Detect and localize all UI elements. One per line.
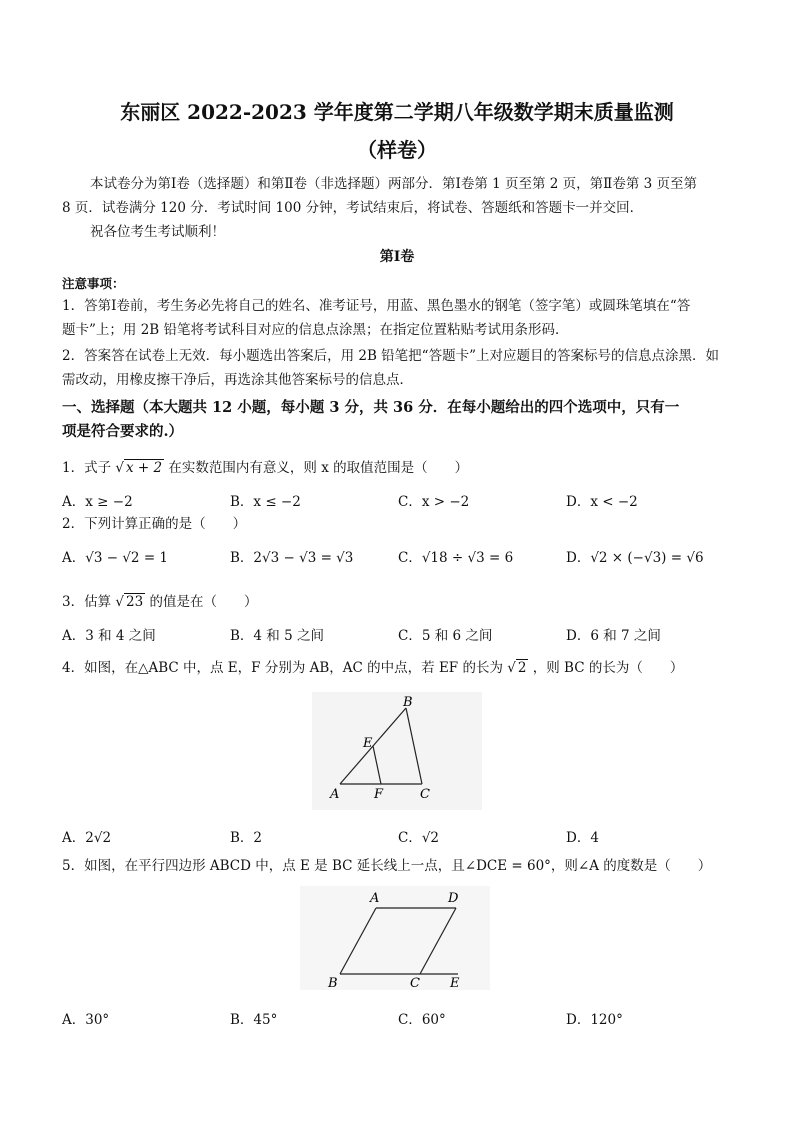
- q1-sqrt: √ x + 2: [115, 460, 163, 476]
- label-d: D: [448, 891, 459, 906]
- q5-option-b: B．45°: [230, 1012, 278, 1028]
- q4-triangle-figure: [312, 692, 482, 810]
- q1-option-c: C．x > −2: [398, 494, 470, 510]
- q1-option-b: B．x ≤ −2: [230, 494, 301, 510]
- q4-option-a: A．2√2: [62, 830, 112, 846]
- q3-option-d: D．6 和 7 之间: [566, 628, 661, 644]
- label-a: A: [330, 787, 340, 802]
- label-e: E: [363, 736, 373, 751]
- q5-option-d: D．120°: [566, 1012, 623, 1028]
- label-a: A: [370, 891, 380, 906]
- label-e: E: [450, 976, 460, 990]
- q3-prefix: 3．估算: [62, 594, 112, 610]
- q3-radicand: 23: [126, 594, 144, 610]
- q1-radicand: x + 2: [126, 460, 163, 476]
- q3-option-b: B．4 和 5 之间: [230, 628, 324, 644]
- q4-option-c: C．√2: [398, 830, 440, 846]
- q3-suffix: 的值是在（ ）: [149, 594, 258, 610]
- q1-prefix: 1．式子: [62, 460, 112, 476]
- label-c: C: [420, 787, 430, 802]
- exam-subtitle: （样卷）: [357, 138, 437, 162]
- intro-line-2: 8 页．试卷满分 120 分．考试时间 100 分钟，考试结束后，将试卷、答题纸和答题卡一并交回．: [62, 200, 644, 216]
- label-b: B: [403, 695, 413, 710]
- note-2-line-2: 需改动，用橡皮擦干净后，再选涂其他答案标号的信息点．: [62, 372, 413, 388]
- q2-option-a: A．√3 − √2 = 1: [62, 550, 169, 566]
- q4-sqrt: √ 2: [507, 660, 527, 676]
- q5-parallelogram-figure: [300, 886, 490, 990]
- notes-heading: 注意事项：: [62, 276, 125, 291]
- q1-option-d: D．x < −2: [566, 494, 638, 510]
- q2-option-c: C．√18 ÷ √3 = 6: [398, 550, 514, 566]
- intro-line-3: 祝各位考生考试顺利！: [90, 224, 225, 240]
- q1-option-a: A．x ≥ −2: [62, 494, 133, 510]
- exam-title: 东丽区 2022-2023 学年度第二学期八年级数学期末质量监测: [120, 100, 674, 124]
- q4-option-b: B．2: [230, 830, 263, 846]
- part1-heading-line-1: 一、选择题（本大题共 12 小题，每小题 3 分，共 36 分．在每小题给出的四个选项中，只有一: [62, 399, 680, 416]
- note-1-line-1: 1．答第Ⅰ卷前，考生务必先将自己的姓名、准考证号，用蓝、黑色墨水的钢笔（签字笔）或圆珠笔填在“答: [62, 298, 691, 314]
- section-title: 第Ⅰ卷: [379, 249, 415, 265]
- q5-option-c: C．60°: [398, 1012, 446, 1028]
- q1-suffix: 在实数范围内有意义，则 x 的取值范围是（ ）: [168, 460, 469, 476]
- question-4-stem: [62, 658, 683, 678]
- question-2-stem: 2．下列计算正确的是（ ）: [62, 516, 247, 532]
- note-2-line-1: 2．答案答在试卷上无效．每小题选出答案后，用 2B 铅笔把“答题卡”上对应题目的答案标号的信息点涂黑．如: [62, 348, 719, 364]
- intro-line-1: 本试卷分为第Ⅰ卷（选择题）和第Ⅱ卷（非选择题）两部分．第Ⅰ卷第 1 页至第 2 页，第Ⅱ卷第 3 页至第: [90, 176, 698, 192]
- q4-stem-a: 4．如图，在△ABC 中，点 E，F 分别为 AB，AC 的中点，若 EF 的长为: [62, 660, 503, 676]
- q2-option-b: B．2√3 − √3 = √3: [230, 550, 354, 566]
- question-1-stem: [62, 458, 468, 478]
- q4-option-d: D．4: [566, 830, 599, 846]
- q4-stem-b: ，则 BC 的长为（ ）: [532, 660, 684, 676]
- q4-radicand: 2: [517, 660, 527, 676]
- label-c: C: [410, 976, 420, 990]
- q3-option-a: A．3 和 4 之间: [62, 628, 156, 644]
- question-5-stem: 5．如图，在平行四边形 ABCD 中，点 E 是 BC 延长线上一点，且∠DCE = 60°，则∠A 的度数是（ ）: [62, 858, 712, 874]
- note-1-line-2: 题卡”上；用 2B 铅笔将考试科目对应的信息点涂黑；在指定位置粘贴考试用条形码．: [62, 322, 569, 338]
- q5-option-a: A．30°: [62, 1012, 110, 1028]
- question-3-stem: [62, 592, 257, 612]
- label-b: B: [328, 976, 338, 990]
- label-f: F: [374, 787, 384, 802]
- q3-option-c: C．5 和 6 之间: [398, 628, 493, 644]
- q2-option-d: D．√2 × (−√3) = √6: [566, 550, 704, 566]
- q3-sqrt: √ 23: [115, 594, 144, 610]
- part1-heading-line-2: 项是符合要求的.）: [62, 423, 184, 440]
